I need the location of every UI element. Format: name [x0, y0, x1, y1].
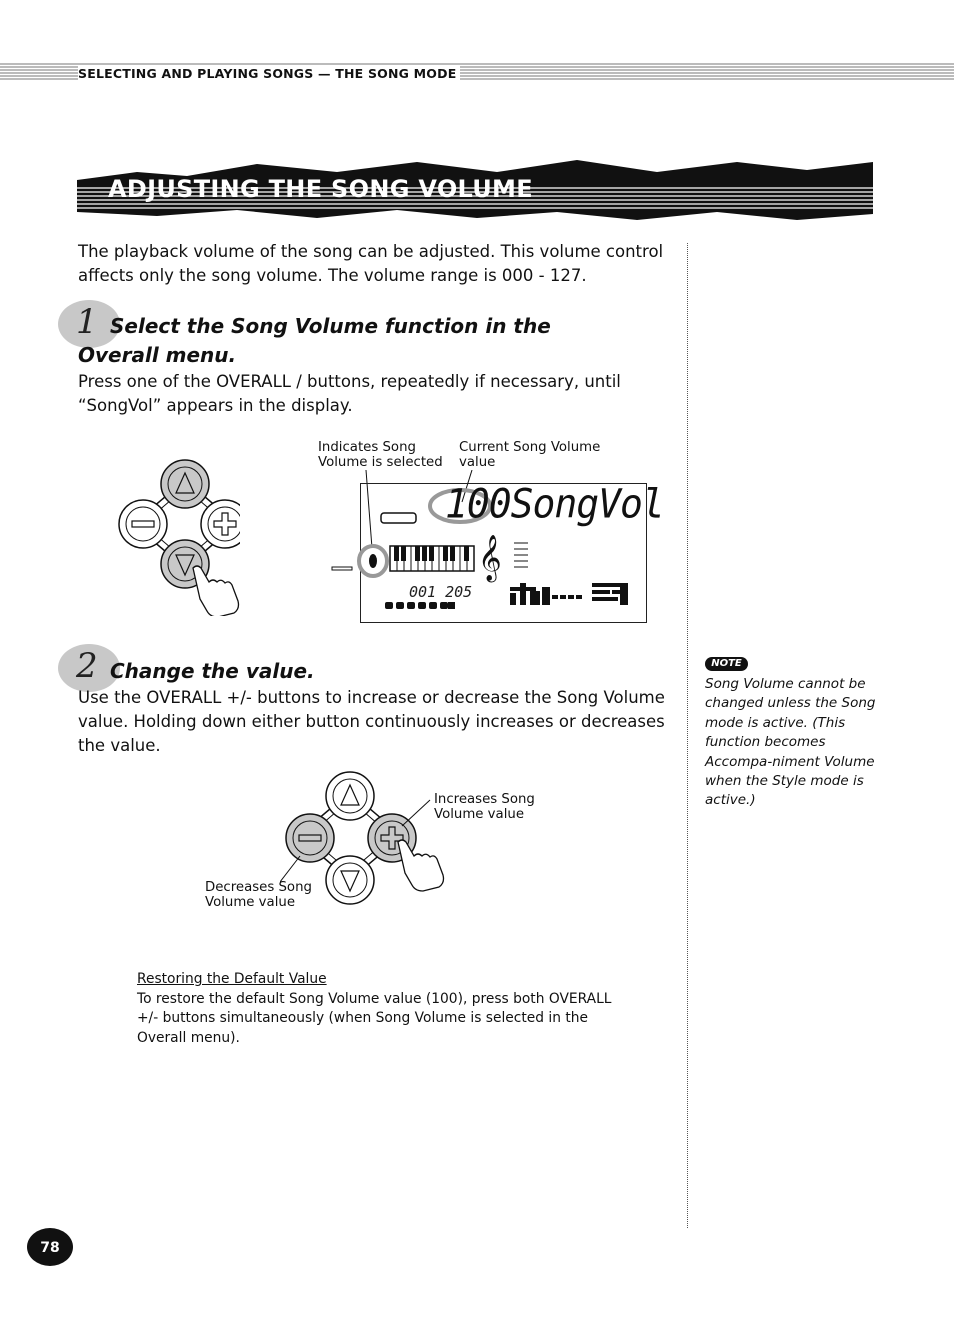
minus-button-icon[interactable]	[286, 814, 334, 862]
step-2-number: 2	[76, 646, 98, 686]
callout-song-volume-selected: Indicates Song Volume is selected	[318, 440, 443, 470]
plus-button-icon[interactable]	[201, 500, 240, 548]
callout-decrease-song-volume: Decreases Song Volume value	[205, 880, 312, 910]
treble-clef-icon: 𝄞	[478, 535, 502, 581]
running-head: SELECTING AND PLAYING SONGS — THE SONG MODE	[78, 66, 460, 81]
up-arrow-button-icon[interactable]	[326, 772, 374, 820]
step-2-body: Use the OVERALL +/- buttons to increase or decrease the Song Volume value. Holding down either button continuously increases or decreases the value.	[78, 688, 665, 755]
pointing-hand-icon	[398, 840, 444, 891]
up-arrow-button-icon[interactable]	[161, 460, 209, 508]
callout-current-song-volume: Current Song Volume value	[459, 440, 601, 470]
intro-paragraph: The playback volume of the song can be adjusted. This volume control affects only the song volume. The volume range is 000 - 127.	[78, 242, 664, 285]
keyboard-icon	[390, 546, 474, 571]
note-text: Song Volume cannot be changed unless the Song mode is active. (This function becomes Accompa-niment Volume when the Style mode is active.)	[705, 676, 876, 809]
column-divider	[687, 243, 688, 1228]
restore-default-block	[137, 970, 617, 1048]
step-1-number: 1	[76, 302, 98, 342]
down-arrow-button-icon[interactable]	[326, 856, 374, 904]
restore-heading: Restoring the Default Value	[137, 971, 327, 987]
minus-button-icon[interactable]	[119, 500, 167, 548]
pointing-hand-icon	[193, 566, 239, 616]
callout-increase-song-volume: Increases Song Volume value	[434, 792, 535, 822]
overall-button-cluster-step1	[115, 458, 240, 616]
step-1-body: Press one of the OVERALL / buttons, repeatedly if necessary, until “SongVol” appears in the display.	[78, 372, 621, 415]
lcd-measure-counter: 001 205	[409, 583, 473, 601]
note-badge: NOTE	[705, 657, 748, 671]
lcd-song-volume-readout: 100SongVol	[445, 480, 664, 528]
page-number: 78	[27, 1228, 73, 1266]
step-1-title: Select the Song Volume function in the Overall menu.	[78, 314, 551, 367]
section-title: ADJUSTING THE SONG VOLUME	[108, 175, 533, 203]
step-2-title: Change the value.	[110, 659, 315, 683]
restore-body: To restore the default Song Volume value (100), press both OVERALL +/- buttons simultaneously (when Song Volume is selected in the Overall menu).	[137, 990, 612, 1046]
